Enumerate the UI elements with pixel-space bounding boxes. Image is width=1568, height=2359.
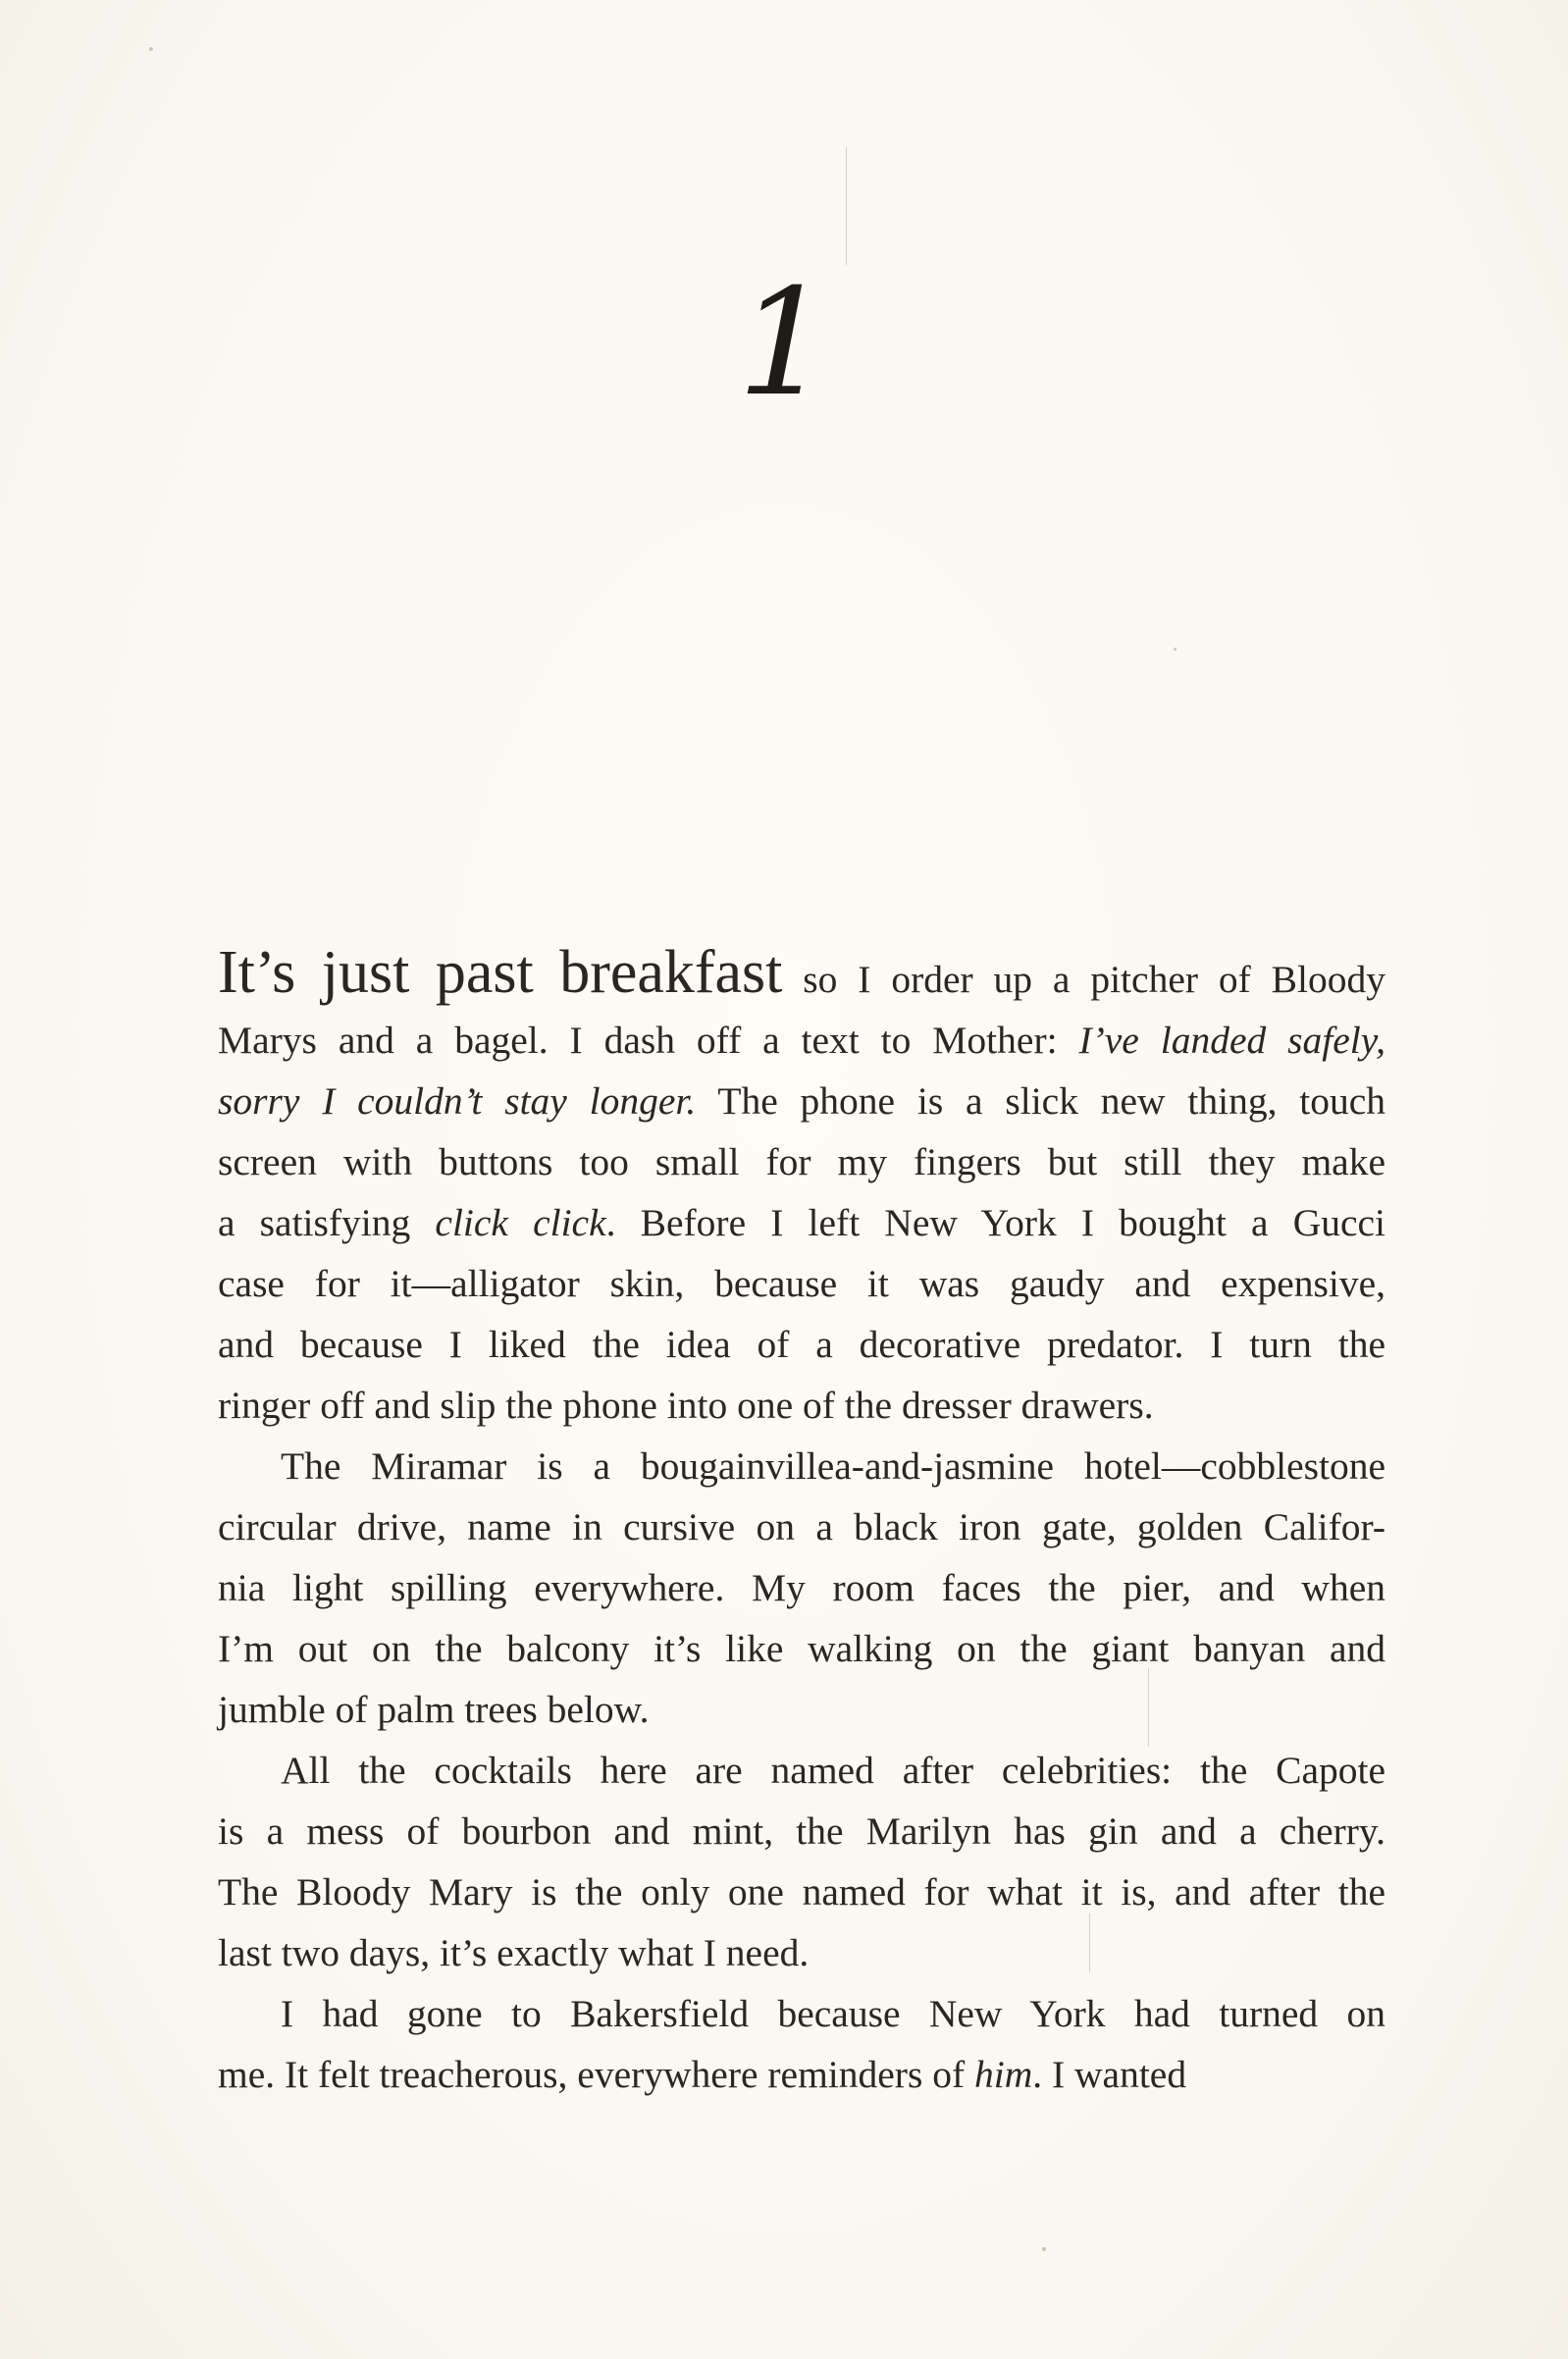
text-run: . I wanted: [1032, 2053, 1187, 2096]
text-line: [218, 1557, 1385, 1618]
text-line: [218, 2044, 1385, 2105]
text-run: . Before I left New York I bought a Gucci: [605, 1201, 1386, 1244]
text-line: [218, 1496, 1385, 1557]
text-line: [218, 1131, 1385, 1192]
text-line: [218, 1071, 1385, 1131]
text-run: I had gone to Bakersfield because New York had turned on: [281, 1992, 1385, 2035]
text-line: [218, 1010, 1385, 1071]
chapter-number: 1: [737, 258, 831, 429]
italic-text: him: [973, 2053, 1033, 2096]
text-run: circular drive, name in cursive on a black iron gate, golden Califor-: [218, 1505, 1385, 1548]
text-line: [218, 1253, 1385, 1314]
text-run: is a mess of bourbon and mint, the Marilyn has gin and a cherry.: [218, 1809, 1385, 1853]
text-run: The Bloody Mary is the only one named for what it is, and after the: [218, 1870, 1385, 1913]
paper-crease: [846, 147, 847, 265]
text-line: [218, 1192, 1385, 1253]
text-run: last two days, it’s exactly what I need.: [218, 1931, 810, 1974]
italic-text: sorry I couldn’t stay longer.: [218, 1079, 697, 1123]
italic-text: I’ve landed safely,: [1078, 1019, 1385, 1062]
text-run: and because I liked the idea of a decorative predator. I turn the: [218, 1323, 1385, 1366]
text-run: The phone is a slick new thing, touch: [696, 1079, 1385, 1123]
paragraph-1: [218, 939, 1386, 1436]
text-line: [218, 1861, 1385, 1922]
text-run: screen with buttons too small for my fingers but still they make: [218, 1140, 1385, 1183]
text-line: [218, 1740, 1385, 1801]
paragraph-4: [218, 1983, 1385, 2105]
text-line: [218, 1679, 1385, 1740]
paper-speck: [1174, 648, 1176, 651]
text-run: jumble of palm trees below.: [218, 1688, 650, 1731]
text-line: [218, 1983, 1385, 2044]
text-line: [218, 939, 1385, 1010]
text-run: case for it—alligator skin, because it was gaudy and expensive,: [218, 1262, 1385, 1305]
text-run: The Miramar is a bougainvillea-and-jasmine hotel—cobblestone: [281, 1444, 1385, 1488]
body-text: [218, 939, 1386, 2105]
text-run: so I order up a pitcher of Bloody: [782, 958, 1385, 1001]
text-run: nia light spilling everywhere. My room faces the pier, and when: [218, 1566, 1385, 1609]
text-run: Marys and a bagel. I dash off a text to Mother:: [218, 1019, 1079, 1062]
text-line: [218, 1618, 1385, 1679]
italic-text: click click: [435, 1201, 606, 1244]
text-run: I’m out on the balcony it’s like walking on the giant banyan and: [218, 1627, 1385, 1670]
text-run: me. It felt treacherous, everywhere reminders of: [218, 2053, 974, 2096]
text-line: [218, 1922, 1385, 1983]
paragraph-3: [218, 1740, 1385, 1983]
text-run: a satisfying: [218, 1201, 436, 1244]
text-run: All the cocktails here are named after celebrities: the Capote: [281, 1749, 1385, 1792]
text-line: [218, 1801, 1385, 1861]
text-run: ringer off and slip the phone into one of the dresser drawers.: [218, 1384, 1154, 1427]
text-line: [218, 1375, 1385, 1436]
text-line: [218, 1314, 1385, 1375]
paragraph-2: [218, 1436, 1385, 1740]
chapter-lead-in: It’s just past breakfast: [218, 939, 783, 1006]
text-line: [218, 1436, 1385, 1496]
paper-speck: [149, 47, 153, 51]
paper-speck: [1042, 2247, 1046, 2251]
